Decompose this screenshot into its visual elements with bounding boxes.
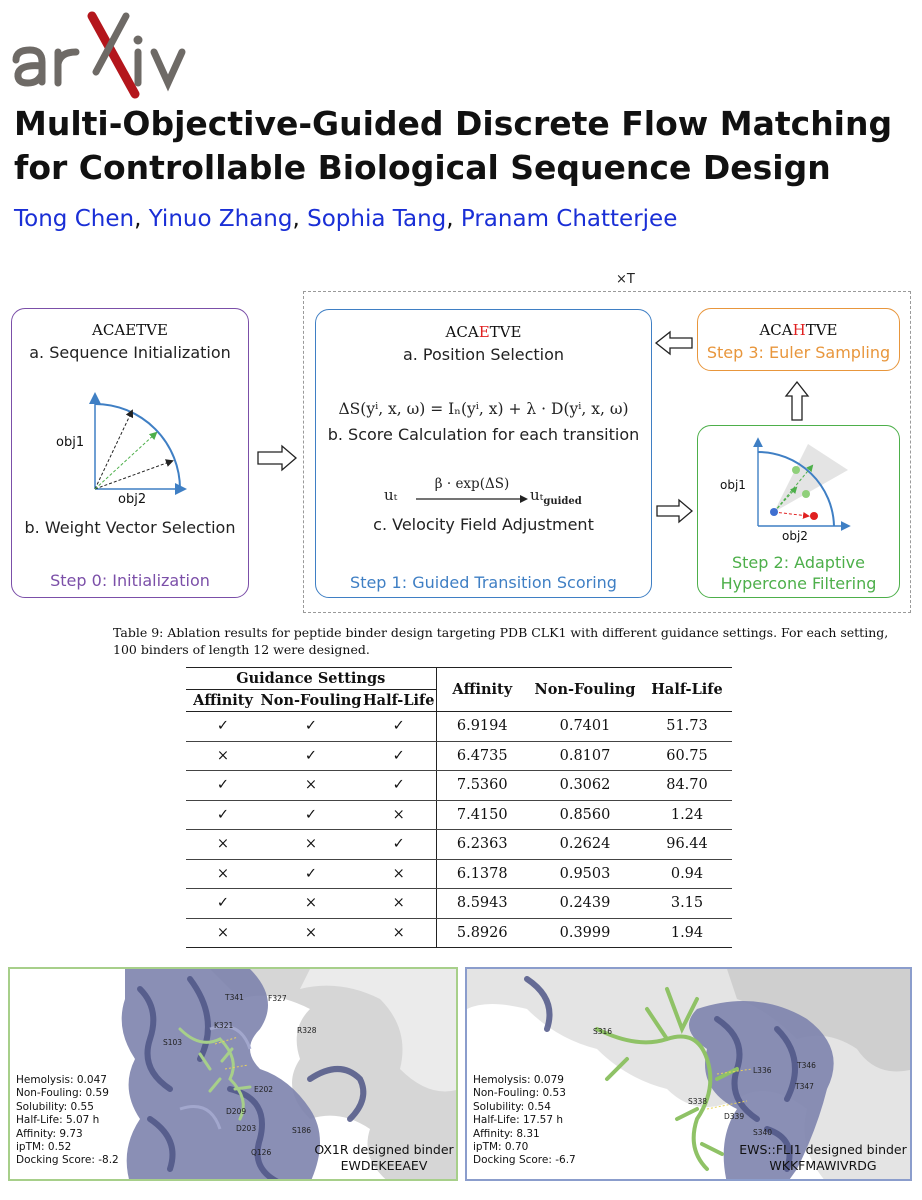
guidance-setting-cell: ✓: [186, 800, 260, 830]
guidance-setting-cell: ×: [186, 859, 260, 889]
metric-value-cell: 7.4150: [436, 800, 528, 830]
sequence-suffix: TVE: [805, 321, 838, 339]
metric-value-cell: 0.2439: [528, 889, 642, 919]
obj1-axis-label: obj1: [56, 435, 85, 450]
iteration-count-label: ×T: [616, 272, 635, 287]
author-name[interactable]: Pranam Chatterjee: [460, 206, 678, 232]
metric-header-half-life: Half-Life: [642, 668, 732, 712]
position-selection-label: a. Position Selection: [402, 345, 565, 364]
residue-label: S103: [163, 1038, 183, 1047]
guidance-setting-cell: ×: [260, 918, 362, 948]
guidance-setting-cell: ✓: [260, 800, 362, 830]
table-row: [186, 889, 732, 919]
metric-value-cell: 0.3062: [528, 771, 642, 801]
table-row: [186, 800, 732, 830]
residue-label: D203: [236, 1124, 257, 1133]
setting-header-half-life: Half-Life: [362, 690, 436, 712]
guidance-setting-cell: ✓: [186, 712, 260, 742]
metric-value-cell: 7.5360: [436, 771, 528, 801]
arrow-step0-to-step1: [258, 446, 296, 470]
table-row: [186, 771, 732, 801]
residue-label: S338: [688, 1097, 708, 1106]
metric-header-non-fouling: Non-Fouling: [528, 668, 642, 712]
step2-caption-line-1: Step 2: Adaptive: [732, 553, 865, 572]
guidance-setting-cell: ×: [362, 918, 436, 948]
table-caption: Table 9: Ablation results for peptide binder design targeting PDB CLK1 with different guidance settings. For each setting, 100 binders of length 12 were designed.: [113, 625, 889, 657]
metric-docking-score: Docking Score: -6.7: [473, 1154, 576, 1167]
metric-value-cell: 1.24: [642, 800, 732, 830]
metric-value-cell: 1.94: [642, 918, 732, 948]
metric-header-affinity: Affinity: [436, 668, 528, 712]
guided-velocity-symbol: uₜ: [530, 486, 544, 504]
guidance-setting-cell: ×: [362, 859, 436, 889]
metric-non-fouling: Non-Fouling: 0.59: [16, 1087, 109, 1100]
velocity-field: uₜ: [384, 486, 398, 504]
metric-value-cell: 5.8926: [436, 918, 528, 948]
table-row: [186, 830, 732, 860]
arrow-step3-to-step1: [656, 332, 692, 354]
metric-value-cell: 0.8560: [528, 800, 642, 830]
guidance-setting-cell: ×: [186, 741, 260, 771]
metric-value-cell: 0.94: [642, 859, 732, 889]
residue-label: S316: [593, 1027, 613, 1036]
metric-affinity: Affinity: 9.73: [16, 1127, 83, 1140]
guidance-setting-cell: ×: [362, 889, 436, 919]
binder-sequence: WKKFMAWIVRDG: [769, 1158, 877, 1173]
residue-label: D339: [724, 1112, 745, 1121]
guidance-setting-cell: ×: [260, 830, 362, 860]
author-separator: ,: [134, 206, 142, 232]
guidance-setting-cell: ✓: [362, 741, 436, 771]
metric-affinity: Affinity: 8.31: [473, 1127, 540, 1140]
guidance-setting-cell: ✓: [260, 741, 362, 771]
guidance-setting-cell: ×: [186, 918, 260, 948]
residue-label: L336: [753, 1066, 772, 1075]
step0-caption: Step 0: Initialization: [50, 571, 210, 590]
title-line-1: Multi-Objective-Guided Discrete Flow Matching: [14, 104, 893, 143]
metric-value-cell: 0.2624: [528, 830, 642, 860]
guidance-setting-cell: ✓: [362, 771, 436, 801]
score-formula: ΔS(yⁱ, x, ω) = Iₙ(yⁱ, x) + λ · D(yⁱ, x, ω): [338, 400, 629, 418]
residue-label: T347: [795, 1082, 814, 1091]
author-name[interactable]: Sophia Tang: [307, 206, 447, 232]
metric-value-cell: 84.70: [642, 771, 732, 801]
guidance-settings-header: Guidance Settings: [186, 668, 436, 690]
residue-label: K321: [214, 1021, 234, 1030]
metric-value-cell: 6.2363: [436, 830, 528, 860]
metric-value-cell: 6.9194: [436, 712, 528, 742]
obj2-axis-label: obj2: [782, 529, 808, 543]
metric-iptm: ipTM: 0.52: [16, 1141, 72, 1154]
step3-caption: Step 3: Euler Sampling: [706, 343, 891, 362]
sequence-initialization-label: a. Sequence Initialization: [29, 343, 231, 362]
metric-half-life: Half-Life: 5.07 h: [16, 1114, 100, 1127]
author-separator: ,: [446, 206, 454, 232]
step2-caption-line-2: Hypercone Filtering: [720, 574, 877, 593]
step1-caption: Step 1: Guided Transition Scoring: [350, 573, 617, 592]
residue-label: F327: [268, 994, 287, 1003]
metric-value-cell: 6.1378: [436, 859, 528, 889]
guidance-factor: β · exp(ΔS): [434, 476, 510, 492]
obj2-axis-label: obj2: [118, 492, 147, 507]
author-name[interactable]: Tong Chen: [14, 206, 135, 232]
setting-header-non-fouling: Non-Fouling: [260, 690, 362, 712]
metric-hemolysis: Hemolysis: 0.079: [473, 1074, 564, 1086]
author-separator: ,: [292, 206, 300, 232]
metric-hemolysis: Hemolysis: 0.047: [16, 1074, 107, 1086]
metric-value-cell: 60.75: [642, 741, 732, 771]
residue-label: T346: [797, 1061, 816, 1070]
residue-label: S340: [753, 1128, 773, 1137]
metric-value-cell: 96.44: [642, 830, 732, 860]
ox1r-binder-panel: [8, 967, 458, 1181]
residue-label: E202: [254, 1085, 274, 1094]
arrow-step2-to-step3: [786, 382, 808, 420]
ablation-table: [186, 667, 732, 948]
guidance-setting-cell: ✓: [362, 830, 436, 860]
ox1r-binder-label: [310, 1142, 458, 1174]
residue-label: D209: [226, 1107, 247, 1116]
ews-fli1-binder-metrics: [473, 1074, 576, 1168]
sequence-prefix: ACA: [759, 321, 793, 339]
guidance-setting-cell: ✓: [186, 889, 260, 919]
sequence-suffix: TVE: [489, 323, 522, 341]
metric-value-cell: 0.8107: [528, 741, 642, 771]
table-row: [186, 918, 732, 948]
setting-header-affinity: Affinity: [186, 690, 260, 712]
metric-value-cell: 6.4735: [436, 741, 528, 771]
metric-solubility: Solubility: 0.54: [473, 1100, 551, 1113]
binder-title: OX1R designed binder: [314, 1142, 454, 1157]
metric-non-fouling: Non-Fouling: 0.53: [473, 1087, 566, 1100]
guidance-setting-cell: ✓: [260, 859, 362, 889]
metric-value-cell: 0.7401: [528, 712, 642, 742]
binder-sequence: EWDEKEEAEV: [340, 1158, 428, 1173]
metric-solubility: Solubility: 0.55: [16, 1100, 94, 1113]
binder-title: EWS::FLI1 designed binder: [739, 1142, 907, 1157]
table-row: [186, 741, 732, 771]
guidance-setting-cell: ×: [260, 889, 362, 919]
arrow-step1-to-step2: [657, 500, 692, 522]
table-row: [186, 859, 732, 889]
residue-label: S186: [292, 1126, 312, 1135]
metric-docking-score: Docking Score: -8.2: [16, 1154, 119, 1167]
guidance-setting-cell: ✓: [186, 771, 260, 801]
ews-fli1-binder-label: [735, 1142, 911, 1174]
table-row: [186, 712, 732, 742]
weight-vector-selection-label: b. Weight Vector Selection: [24, 518, 236, 537]
ablation-table-body: [186, 712, 732, 948]
guidance-setting-cell: ✓: [260, 712, 362, 742]
guidance-setting-cell: ✓: [362, 712, 436, 742]
initial-sequence: ACAETVE: [92, 321, 168, 339]
metric-iptm: ipTM: 0.70: [473, 1141, 529, 1154]
metric-value-cell: 3.15: [642, 889, 732, 919]
metric-value-cell: 51.73: [642, 712, 732, 742]
guided-subscript: guided: [543, 496, 582, 507]
residue-label: Q126: [251, 1148, 272, 1157]
guidance-setting-cell: ×: [186, 830, 260, 860]
velocity-field-adjustment-label: c. Velocity Field Adjustment: [373, 515, 594, 534]
metric-half-life: Half-Life: 17.57 h: [473, 1114, 564, 1127]
selected-residue: E: [478, 323, 490, 341]
metric-value-cell: 8.5943: [436, 889, 528, 919]
metric-value-cell: 0.3999: [528, 918, 642, 948]
author-name[interactable]: Yinuo Zhang: [148, 206, 293, 232]
metric-value-cell: 0.9503: [528, 859, 642, 889]
guidance-setting-cell: ×: [260, 771, 362, 801]
ox1r-binder-metrics: [16, 1074, 119, 1168]
title-line-2: for Controllable Biological Sequence Design: [14, 148, 831, 187]
ews-fli1-binder-panel: [465, 967, 912, 1181]
residue-label: R328: [297, 1026, 317, 1035]
guidance-setting-cell: ×: [362, 800, 436, 830]
residue-label: T341: [225, 993, 244, 1002]
sequence-prefix: ACA: [445, 323, 479, 341]
obj1-axis-label: obj1: [720, 478, 746, 492]
sampled-residue: H: [792, 321, 806, 339]
score-calculation-label: b. Score Calculation for each transition: [327, 425, 640, 444]
